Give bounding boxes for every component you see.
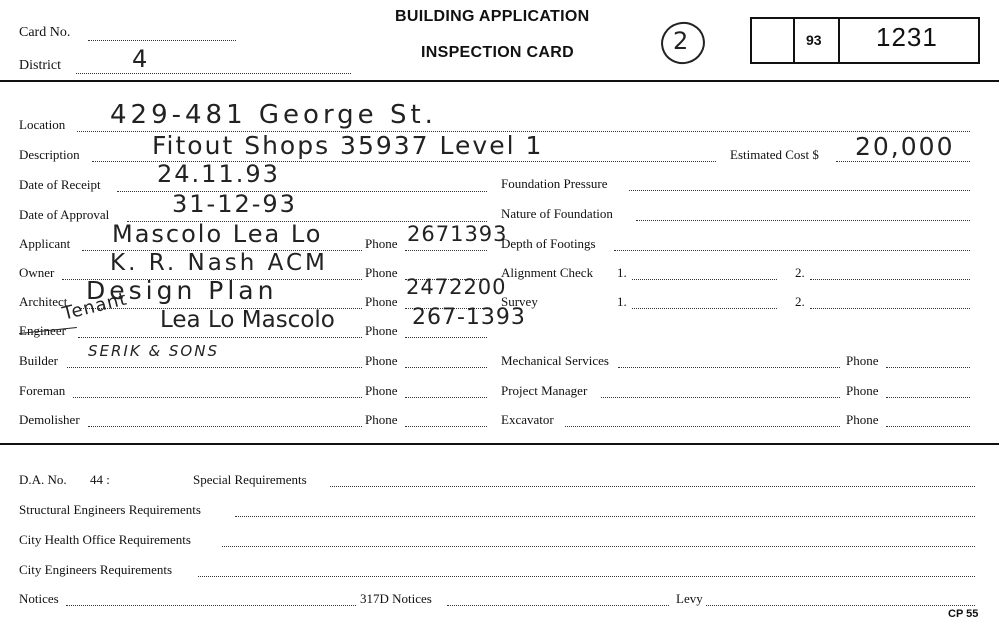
date-receipt-label: Date of Receipt <box>19 177 101 192</box>
survey-1-label: 1. <box>617 294 627 309</box>
foreman-phone-label: Phone <box>365 383 398 398</box>
circled-number: 2 <box>673 27 691 55</box>
depth-footings-label: Depth of Footings <box>501 236 596 251</box>
date-receipt-value: 24.11.93 <box>157 160 280 188</box>
levy-field <box>706 605 975 606</box>
district-label: District <box>19 58 61 73</box>
title-line-2: INSPECTION CARD <box>421 44 574 61</box>
builder-label: Builder <box>19 353 58 368</box>
engineer-field <box>78 337 362 338</box>
city-engineers-label: City Engineers Requirements <box>19 562 173 577</box>
notices-field <box>66 605 356 606</box>
engineer-phone-label: Phone <box>365 323 398 338</box>
foundation-pressure-field <box>629 190 970 191</box>
special-requirements-field <box>330 486 975 487</box>
survey-1-field <box>632 308 777 309</box>
estimated-cost-value: 20,000 <box>855 132 955 161</box>
mechanical-field <box>618 367 840 368</box>
applicant-phone-label: Phone <box>365 236 398 251</box>
applicant-phone-value: 2671393 <box>407 222 508 246</box>
builder-value: SERIK & SONS <box>88 342 219 360</box>
description-value: Fitout Shops 35937 Level 1 <box>152 131 544 160</box>
alignment-2-field <box>810 279 970 280</box>
engineer-overwrite: Tenant <box>60 288 130 325</box>
survey-2-field <box>810 308 970 309</box>
structural-field <box>235 516 975 517</box>
estimated-cost-label: Estimated Cost $ <box>730 147 819 162</box>
mechanical-phone-label: Phone <box>846 353 879 368</box>
card-no-field <box>88 40 236 41</box>
applicant-label: Applicant <box>19 236 71 251</box>
nature-foundation-label: Nature of Foundation <box>501 206 613 221</box>
foreman-field <box>73 397 362 398</box>
demolisher-field <box>88 426 362 427</box>
date-approval-value: 31-12-93 <box>172 190 297 218</box>
district-field <box>76 73 351 74</box>
survey-2-label: 2. <box>795 294 805 309</box>
location-value: 429-481 George St. <box>110 100 437 130</box>
notices-317d-label: 317D Notices <box>360 591 432 606</box>
applicant-phone-field <box>405 250 487 251</box>
card-number: 1231 <box>876 22 938 52</box>
depth-footings-field <box>614 250 970 251</box>
card-number-box <box>750 17 980 64</box>
project-manager-label: Project Manager <box>501 383 588 398</box>
project-manager-phone-label: Phone <box>846 383 879 398</box>
survey-label: Survey <box>501 294 538 309</box>
da-value: 44 : <box>90 472 110 487</box>
notices-317d-field <box>447 605 669 606</box>
description-label: Description <box>19 147 80 162</box>
foreman-label: Foreman <box>19 383 66 398</box>
foreman-phone-field <box>405 397 487 398</box>
mechanical-label: Mechanical Services <box>501 353 609 368</box>
excavator-label: Excavator <box>501 412 554 427</box>
notices-label: Notices <box>19 591 59 606</box>
city-engineers-field <box>198 576 975 577</box>
health-office-field <box>222 546 975 547</box>
alignment-1-field <box>632 279 777 280</box>
alignment-check-label: Alignment Check <box>501 265 594 280</box>
date-approval-label: Date of Approval <box>19 207 110 222</box>
architect-phone-label: Phone <box>365 294 398 309</box>
alignment-1-label: 1. <box>617 265 627 280</box>
middle-rule <box>0 443 999 445</box>
mechanical-phone-field <box>886 367 970 368</box>
owner-phone-label: Phone <box>365 265 398 280</box>
owner-value: K. R. Nash ACM <box>110 250 328 276</box>
engineer-phone-field <box>405 337 487 338</box>
builder-phone-field <box>405 367 487 368</box>
levy-label: Levy <box>676 591 703 606</box>
engineer-label: Engineer <box>19 323 66 338</box>
engineer-value: Lea Lo Mascolo <box>160 307 335 333</box>
da-label: D.A. No. <box>19 472 67 487</box>
engineer-phone-value: 267-1393 <box>412 305 526 330</box>
excavator-phone-label: Phone <box>846 412 879 427</box>
estimated-cost-field <box>836 161 970 162</box>
title-line-1: BUILDING APPLICATION <box>395 8 590 25</box>
box-divider-1 <box>793 17 795 64</box>
nature-foundation-field <box>636 220 970 221</box>
architect-phone-value: 2472200 <box>406 275 507 299</box>
excavator-phone-field <box>886 426 970 427</box>
owner-label: Owner <box>19 265 55 280</box>
box-divider-2 <box>838 17 840 64</box>
demolisher-label: Demolisher <box>19 412 80 427</box>
project-manager-field <box>601 397 840 398</box>
excavator-field <box>565 426 840 427</box>
project-manager-phone-field <box>886 397 970 398</box>
applicant-value: Mascolo Lea Lo <box>112 220 323 248</box>
demolisher-phone-field <box>405 426 487 427</box>
card-no-label: Card No. <box>19 25 71 40</box>
builder-field <box>67 367 362 368</box>
location-label: Location <box>19 117 66 132</box>
demolisher-phone-label: Phone <box>365 412 398 427</box>
architect-label: Architect <box>19 294 68 309</box>
special-requirements-label: Special Requirements <box>193 472 307 487</box>
builder-phone-label: Phone <box>365 353 398 368</box>
structural-label: Structural Engineers Requirements <box>19 502 201 517</box>
architect-value: Design Plan <box>86 276 278 305</box>
year-code: 93 <box>806 32 822 48</box>
alignment-2-label: 2. <box>795 265 805 280</box>
header-rule <box>0 80 999 82</box>
form-code: CP 55 <box>948 608 979 620</box>
district-value: 4 <box>132 45 150 73</box>
health-office-label: City Health Office Requirements <box>19 532 191 547</box>
foundation-pressure-label: Foundation Pressure <box>501 176 608 191</box>
